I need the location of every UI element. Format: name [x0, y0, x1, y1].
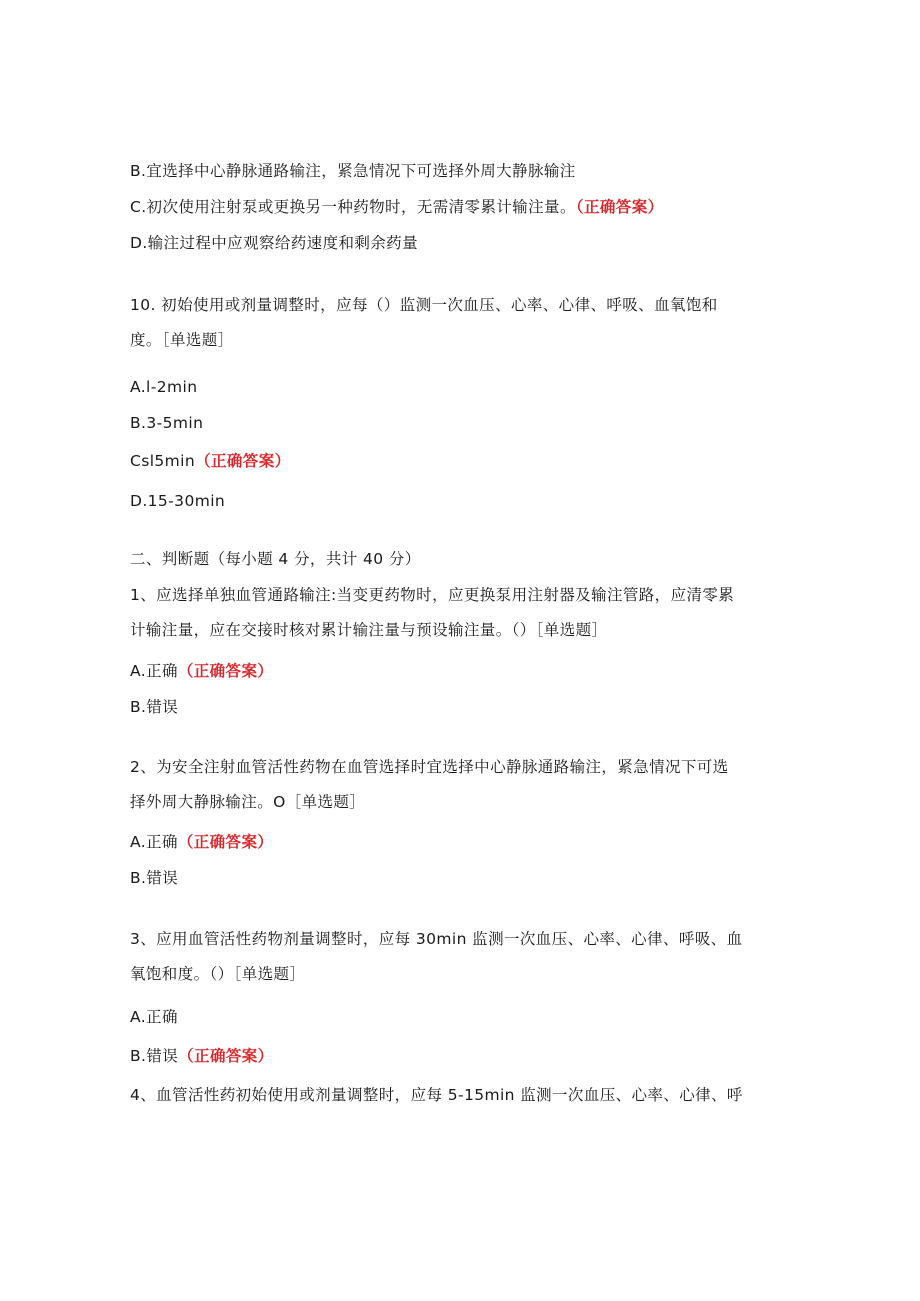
option-text: B.错误	[130, 1047, 179, 1065]
judge-1-stem: 1、应选择单独血管通路输注:当变更药物时，应更换泵用注射器及输注管路，应清零累	[130, 586, 735, 604]
judge-2-stem: 2、为安全注射血管活性药物在血管选择时宜选择中心静脉通路输注，紧急情况下可选	[130, 758, 729, 776]
option-b	[130, 867, 178, 889]
option-d	[130, 490, 225, 512]
option-a	[130, 831, 273, 853]
option-text: D.输注过程中应观察给药速度和剩余药量	[130, 234, 418, 252]
option-text: Csl5min	[130, 452, 196, 470]
section-heading: 二、判断题（每小题 4 分，共计 40 分）	[130, 550, 421, 568]
option-c	[130, 196, 664, 218]
correct-answer-mark: （正确答案）	[177, 833, 274, 851]
option-c	[130, 450, 291, 472]
question-10-stem-cont: 度。［单选题］	[130, 331, 234, 349]
correct-answer-mark: （正确答案）	[575, 198, 664, 216]
option-a	[130, 376, 197, 398]
option-text: B.宜选择中心静脉通路输注，紧急情况下可选择外周大静脉输注	[130, 162, 576, 180]
option-text: A.l-2min	[130, 378, 198, 396]
option-b	[130, 160, 576, 182]
correct-answer-mark: （正确答案）	[178, 1047, 274, 1065]
judge-4-stem: 4、血管活性药初始使用或剂量调整时，应每 5-15min 监测一次血压、心率、心律、呼	[130, 1086, 743, 1104]
judge-2-stem-cont: 择外周大静脉输注。O［单选题］	[130, 793, 366, 811]
option-text: B.3-5min	[130, 414, 204, 432]
option-text: B.错误	[130, 698, 179, 716]
option-text: A.正确	[130, 1008, 178, 1026]
option-a	[130, 1006, 178, 1028]
option-a	[130, 660, 273, 682]
option-b	[130, 696, 178, 718]
option-text: A.正确	[130, 833, 178, 851]
correct-answer-mark: （正确答案）	[195, 452, 291, 470]
judge-1-stem-cont: 计输注量，应在交接时核对累计输注量与预设输注量。（）［单选题］	[130, 621, 608, 639]
option-text: B.错误	[130, 869, 179, 887]
option-b	[130, 1045, 274, 1067]
judge-3-stem-cont: 氧饱和度。（）［单选题］	[130, 965, 306, 983]
correct-answer-mark: （正确答案）	[177, 662, 274, 680]
option-d	[130, 232, 418, 254]
question-10-stem: 10. 初始使用或剂量调整时，应每（）监测一次血压、心率、心律、呼吸、血氧饱和	[130, 296, 718, 314]
option-text: C.初次使用注射泵或更换另一种药物时，无需清零累计输注量。	[130, 198, 576, 216]
option-text: D.15-30min	[130, 492, 226, 510]
option-b	[130, 412, 203, 434]
judge-3-stem: 3、应用血管活性药物剂量调整时，应每 30min 监测一次血压、心率、心律、呼吸、血	[130, 930, 743, 948]
option-text: A.正确	[130, 662, 178, 680]
